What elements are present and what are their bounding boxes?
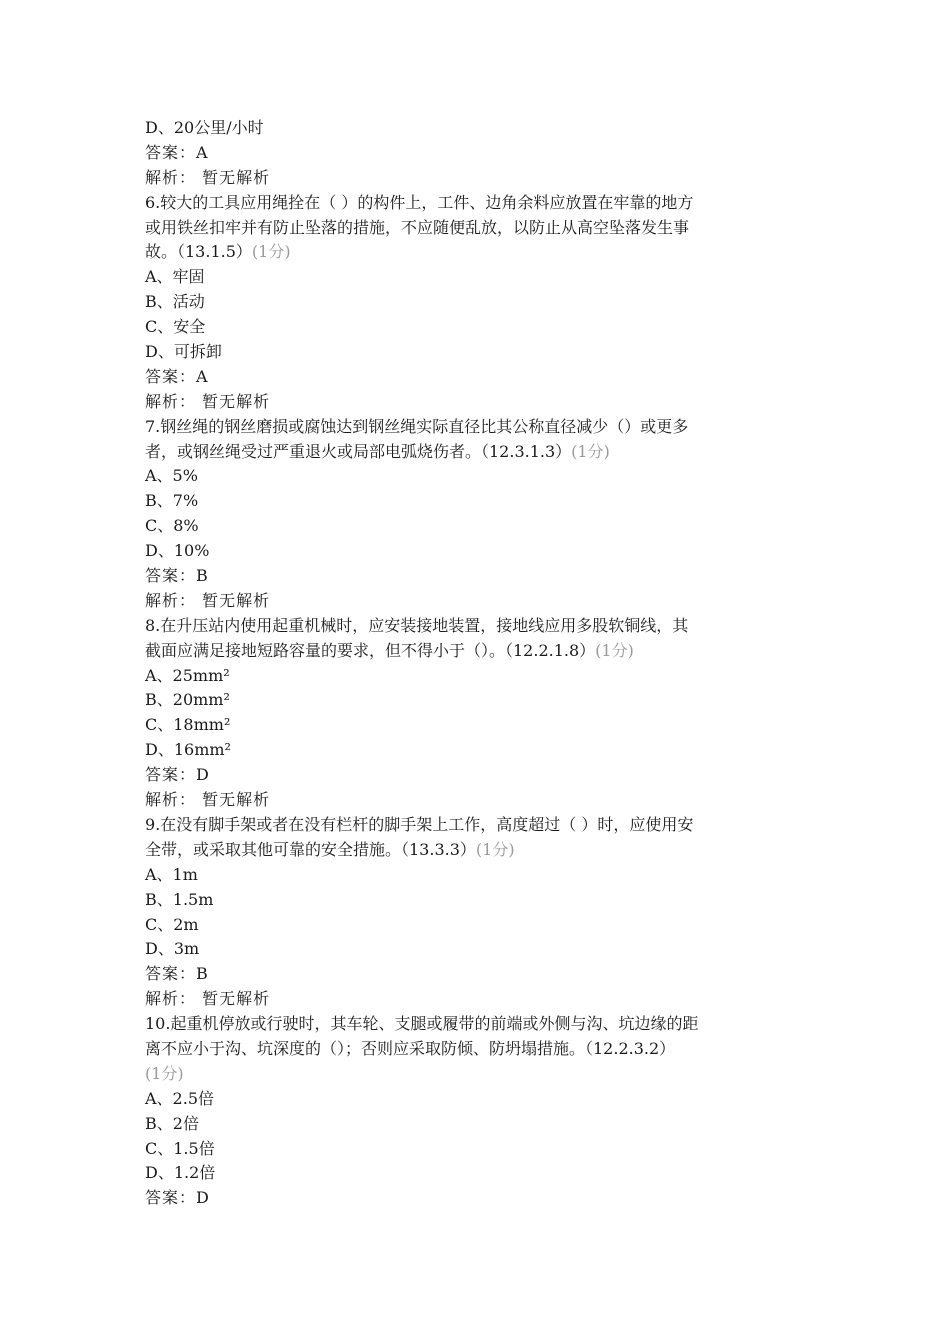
option-a: A、2.5倍 bbox=[145, 1088, 215, 1108]
analysis-text: 解析： 暂无解析 bbox=[145, 590, 271, 610]
option-b: B、20mm² bbox=[145, 690, 230, 710]
analysis-text: 解析： 暂无解析 bbox=[145, 989, 271, 1009]
score-label: (1分) bbox=[571, 441, 610, 461]
question-block bbox=[145, 415, 810, 614]
option-b: B、7% bbox=[145, 491, 199, 511]
option-a: A、5% bbox=[145, 466, 198, 486]
question-line: 全带，或采取其他可靠的安全措施。（13.3.3） bbox=[145, 839, 476, 859]
question-line-last bbox=[145, 639, 810, 664]
question-line: 者，或钢丝绳受过严重退火或局部电弧烧伤者。（12.3.1.3） bbox=[145, 441, 572, 461]
score-label: (1分) bbox=[251, 242, 291, 262]
question-block bbox=[145, 191, 810, 415]
option-c: C、18mm² bbox=[145, 715, 231, 735]
option-c: C、1.5倍 bbox=[145, 1138, 215, 1158]
option-d: D、3m bbox=[145, 939, 200, 959]
option-b: B、活动 bbox=[145, 292, 205, 312]
option-b: B、1.5m bbox=[145, 889, 214, 909]
answer-text: 答案：D bbox=[145, 765, 210, 785]
document-page bbox=[145, 116, 810, 1211]
analysis-text: 解析： 暂无解析 bbox=[145, 391, 271, 411]
answer-text: 答案：A bbox=[145, 366, 209, 386]
option-c: C、8% bbox=[145, 516, 199, 536]
score-label: (1分) bbox=[475, 839, 515, 859]
answer-text: 答案：D bbox=[145, 1188, 210, 1208]
question-line: 或用铁丝扣牢并有防止坠落的措施，不应随便乱放，以防止从高空坠落发生事 bbox=[145, 217, 690, 237]
score-label: (1分) bbox=[595, 640, 634, 660]
answer-text: 答案：A bbox=[145, 142, 209, 162]
option-c: C、2m bbox=[145, 914, 199, 934]
option-c: C、安全 bbox=[145, 317, 206, 337]
analysis-text: 解析： 暂无解析 bbox=[145, 167, 271, 187]
option-text: D、20公里/小时 bbox=[145, 118, 264, 137]
option-a: A、牢固 bbox=[145, 267, 205, 287]
answer-text: 答案：B bbox=[145, 566, 209, 586]
question-block bbox=[145, 614, 810, 813]
question-block bbox=[145, 1012, 810, 1211]
question-line-last bbox=[145, 440, 810, 465]
question-line-last bbox=[145, 838, 810, 863]
option-d: D、可拆卸 bbox=[145, 342, 222, 362]
question-line: 6.较大的工具应用绳拴在（ ）的构件上，工件、边角余料应放置在牢靠的地方 bbox=[145, 192, 694, 212]
question-line: 故。（13.1.5） bbox=[145, 242, 252, 262]
question-line: 截面应满足接地短路容量的要求，但不得小于（）。（12.2.1.8） bbox=[145, 640, 596, 660]
option-d: D、1.2倍 bbox=[145, 1163, 216, 1183]
question-line: 10.起重机停放或行驶时，其车轮、支腿或履带的前端或外侧与沟、坑边缘的距 bbox=[145, 1014, 699, 1034]
question-line-last bbox=[145, 240, 810, 265]
option-d: D、10% bbox=[145, 541, 210, 561]
answer-text: 答案：B bbox=[145, 964, 209, 984]
option-a: A、1m bbox=[145, 864, 198, 884]
question-line: 8.在升压站内使用起重机械时，应安装接地装置，接地线应用多股软铜线，其 bbox=[145, 615, 689, 635]
question-block bbox=[145, 813, 810, 1012]
question-line: 7.钢丝绳的钢丝磨损或腐蚀达到钢丝绳实际直径比其公称直径减少（）或更多 bbox=[145, 416, 689, 436]
option-b: B、2倍 bbox=[145, 1113, 199, 1133]
analysis-text: 解析： 暂无解析 bbox=[145, 790, 271, 810]
option-a: A、25mm² bbox=[145, 665, 230, 685]
question-line: 9.在没有脚手架或者在没有栏杆的脚手架上工作，高度超过（ ）时，应使用安 bbox=[145, 814, 694, 834]
option-d: D、16mm² bbox=[145, 740, 231, 760]
question-line: 离不应小于沟、坑深度的（）；否则应采取防倾、防坍塌措施。（12.2.3.2） bbox=[145, 1038, 676, 1058]
score-label: (1分) bbox=[145, 1063, 184, 1083]
